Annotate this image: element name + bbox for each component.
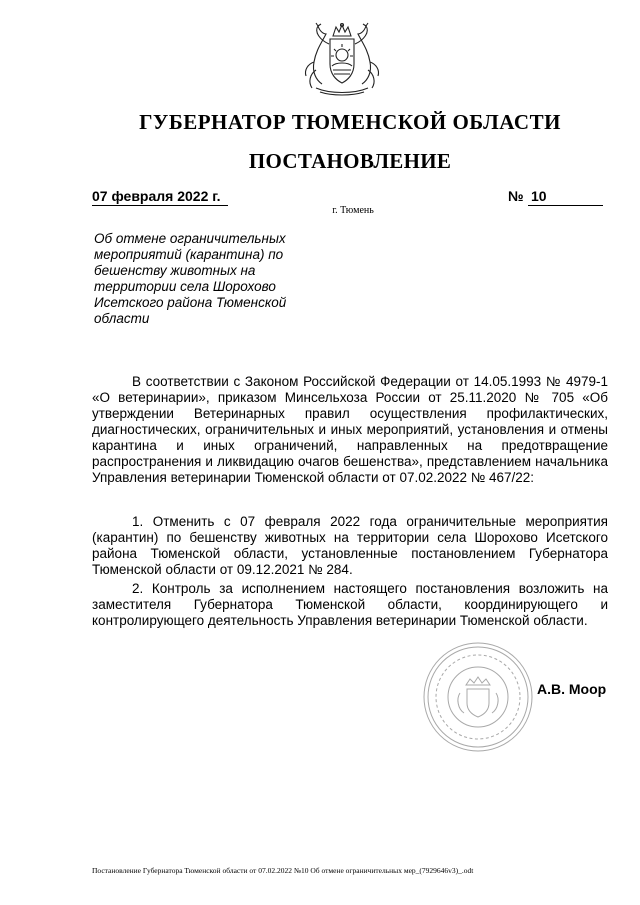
preamble-paragraph: В соответствии с Законом Российской Федерации от 14.05.1993 № 4979-1 «О ветеринарии», приказом Минсельхоза России от 25.11.2020 № 705 «Об утверждении Ветеринарных правил осуществления профилактических, диагностических, ограничительных и иных мероприятий, установления и отмены карантина и иных ограничений, направленных на предотвращение распространения и ликвидацию очагов бешенства», представлением начальника Управления ветеринарии Тюменской области от 07.02.2022 № 467/22: (92, 374, 608, 485)
document-type-title: ПОСТАНОВЛЕНИЕ (248, 149, 452, 173)
clause-2-paragraph: 2. Контроль за исполнением настоящего постановления возложить на заместителя Губернатора Тюменской области, координирующего и контролирующего деятельность Управления ветеринарии Тюменской области. (92, 581, 608, 628)
document-number: 10 (528, 187, 603, 206)
issuing-authority-title: ГУБЕРНАТОР ТЮМЕНСКОЙ ОБЛАСТИ (139, 110, 561, 134)
tyumen-region-coat-of-arms-icon (296, 22, 388, 98)
document-subject: Об отмене ограничительных мероприятий (карантина) по бешенству животных на территории села Шорохово Исетского района Тюменской области (94, 231, 287, 326)
document-date: 07 февраля 2022 г. (92, 187, 228, 206)
issue-city: г. Тюмень (332, 205, 374, 216)
document-number-block (508, 187, 605, 206)
official-seal-stamp-icon (422, 641, 534, 753)
clause-1-paragraph: 1. Отменить с 07 февраля 2022 года ограничительные мероприятия (карантин) по бешенству животных на территории села Шорохово Исетского района Тюменской области, установленные постановлением Губернатора Тюменской области от 09.12.2021 № 284. (92, 514, 608, 577)
number-sign: № (508, 188, 524, 204)
signatory-name: А.В. Моор (537, 681, 607, 697)
document-footer: Постановление Губернатора Тюменской области от 07.02.2022 №10 Об отмене ограничительных мер_(7929646v3)_.odt (92, 866, 474, 875)
